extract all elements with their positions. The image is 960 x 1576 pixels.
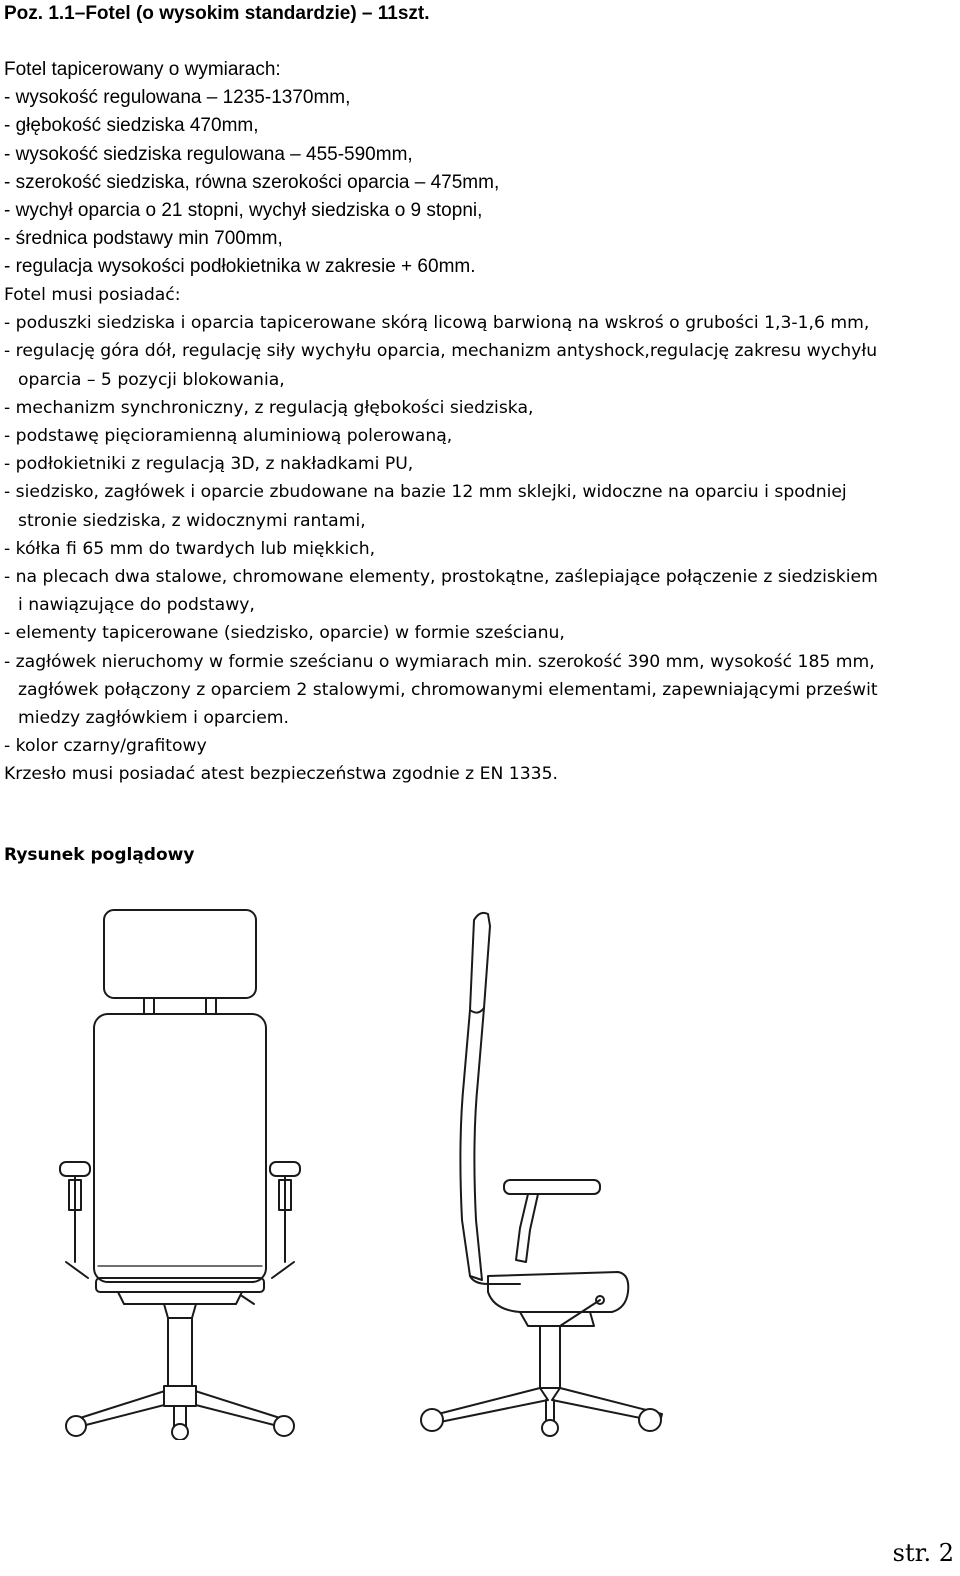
- requirement-item: - regulację góra dół, regulację siły wychyłu oparcia, mechanizm antyshock,regulację zakresu wychyłu: [4, 341, 878, 362]
- chair-front-view-icon: [60, 910, 300, 1440]
- requirement-item: - mechanizm synchroniczny, z regulacją głębokości siedziska,: [4, 397, 534, 418]
- requirement-item-continuation: zagłówek połączony z oparciem 2 stalowymi, chromowanymi elementami, zapewniającymi prześwit: [18, 679, 878, 700]
- chair-drawing: [0, 880, 960, 1440]
- requirements-intro: Fotel musi posiadać:: [4, 285, 181, 305]
- requirements-section: [4, 281, 878, 789]
- drawing-title: Rysunek poglądowy: [4, 845, 195, 865]
- dimensions-section: [4, 56, 499, 282]
- requirement-item: - siedzisko, zagłówek i oparcie zbudowane na bazie 12 mm sklejki, widoczne na oparciu i spodniej: [4, 482, 847, 503]
- requirement-item: - podłokietniki z regulacją 3D, z nakładkami PU,: [4, 454, 414, 475]
- requirement-item: - elementy tapicerowane (siedzisko, oparcie) w formie sześcianu,: [4, 623, 565, 644]
- requirement-item-continuation: stronie siedziska, z widocznymi rantami,: [18, 510, 366, 531]
- dimension-item: - średnica podstawy min 700mm,: [4, 228, 283, 250]
- page-number: str. 2: [892, 1539, 954, 1567]
- requirement-item: - podstawę pięcioramienną aluminiową polerowaną,: [4, 426, 453, 447]
- dimension-item: - szerokość siedziska, równa szerokości oparcia – 475mm,: [4, 171, 500, 193]
- certificate-note: Krzesło musi posiadać atest bezpieczeństwa zgodnie z EN 1335.: [4, 764, 559, 785]
- requirement-item-continuation: i nawiązujące do podstawy,: [18, 595, 255, 616]
- requirement-item: - na plecach dwa stalowe, chromowane elementy, prostokątne, zaślepiające połączenie z siedziskiem: [4, 567, 878, 588]
- dimension-item: - głębokość siedziska 470mm,: [4, 115, 259, 137]
- dimension-item: - wysokość siedziska regulowana – 455-590mm,: [4, 143, 413, 165]
- dimension-item: - wysokość regulowana – 1235-1370mm,: [4, 87, 351, 109]
- requirement-item: - poduszki siedziska i oparcia tapicerowane skórą licową barwioną na wskroś o grubości 1,3-1,6 mm,: [4, 313, 870, 334]
- requirement-item: - kółka fi 65 mm do twardych lub miękkich,: [4, 538, 376, 559]
- requirement-item: - zagłówek nieruchomy w formie sześcianu o wymiarach min. szerokość 390 mm, wysokość 185 mm,: [4, 651, 875, 672]
- dimension-item: - regulacja wysokości podłokietnika w zakresie + 60mm.: [4, 256, 476, 278]
- dimension-item: - wychył oparcia o 21 stopni, wychył siedziska o 9 stopni,: [4, 200, 483, 222]
- requirement-item-continuation: miedzy zagłówkiem i oparciem.: [18, 708, 289, 729]
- requirement-item: - kolor czarny/grafitowy: [4, 736, 207, 757]
- position-heading: Poz. 1.1–Fotel (o wysokim standardzie) – 11szt.: [4, 3, 430, 24]
- chair-side-view-icon: [421, 913, 662, 1436]
- requirement-item-continuation: oparcia – 5 pozycji blokowania,: [18, 369, 285, 390]
- dimensions-intro: Fotel tapicerowany o wymiarach:: [4, 59, 281, 80]
